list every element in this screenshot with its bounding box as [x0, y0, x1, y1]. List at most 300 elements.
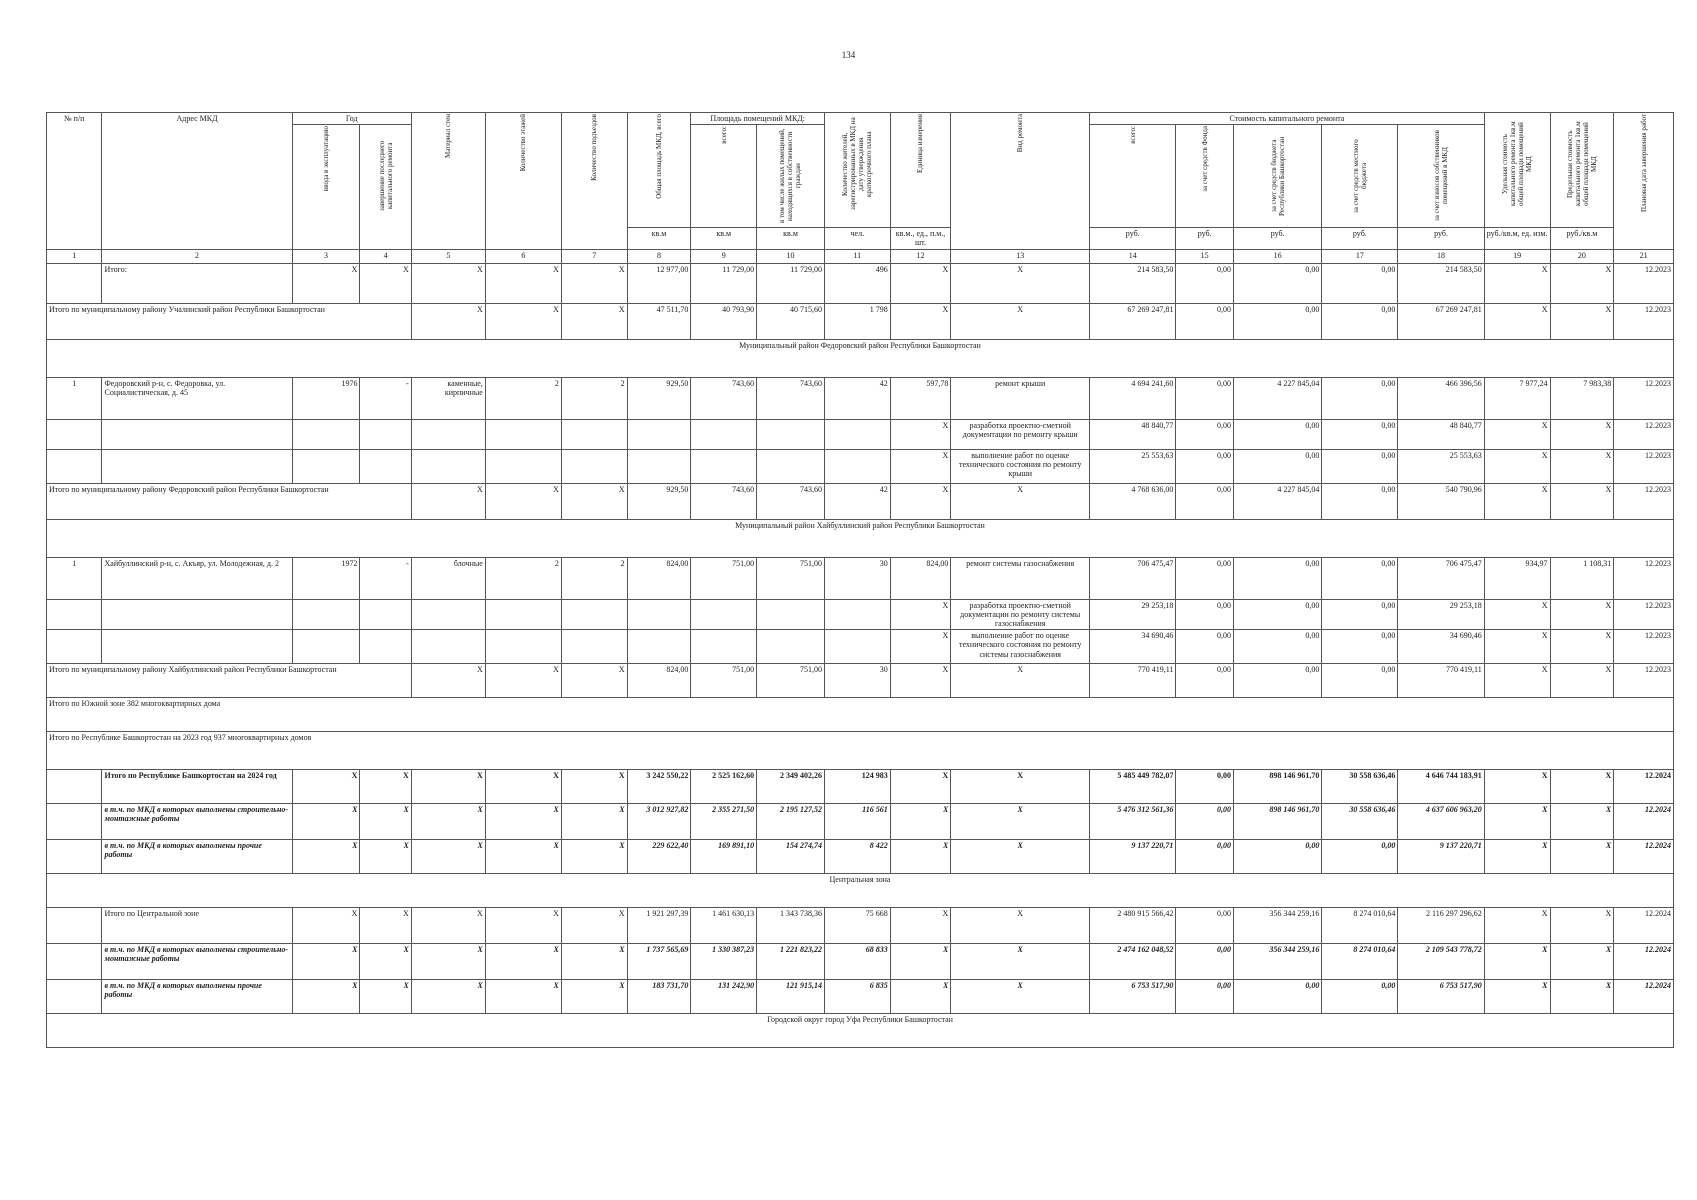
- table-cell: X: [890, 599, 951, 630]
- table-cell: 356 344 259,16: [1233, 944, 1321, 980]
- table-cell: 0,00: [1322, 419, 1398, 449]
- table-cell: X: [561, 303, 627, 339]
- table-cell: X: [292, 770, 360, 804]
- header-wall-material: Материал стен: [411, 113, 485, 250]
- table-cell: 214 583,50: [1398, 263, 1484, 303]
- empty-cell: [561, 419, 627, 449]
- column-number: 21: [1614, 249, 1674, 263]
- table-cell: 4 227 845,04: [1233, 377, 1321, 419]
- table-cell: 1 798: [824, 303, 890, 339]
- table-cell: X: [561, 483, 627, 519]
- table-cell: 0,00: [1233, 263, 1321, 303]
- table-cell: X: [890, 664, 951, 698]
- table-cell: 229 622,40: [627, 840, 691, 874]
- table-cell: 8 422: [824, 840, 890, 874]
- table-cell: X: [951, 483, 1090, 519]
- table-cell: 1 921 297,39: [627, 908, 691, 944]
- table-cell: 2: [485, 557, 561, 599]
- table-cell: X: [951, 263, 1090, 303]
- table-cell: Итого по Республике Башкортостан на 2024 год: [102, 770, 292, 804]
- empty-cell: [47, 263, 102, 303]
- empty-cell: [292, 419, 360, 449]
- table-cell: 7 983,38: [1550, 377, 1614, 419]
- table-cell: Хайбуллинский р-н, с. Акъяр, ул. Молодежная, д. 2: [102, 557, 292, 599]
- section-row: [47, 519, 1674, 557]
- unit-10: кв.м: [757, 228, 825, 249]
- empty-cell: [757, 599, 825, 630]
- table-cell: 1 343 738,36: [757, 908, 825, 944]
- table-cell: X: [1484, 263, 1550, 303]
- table-cell: 898 146 961,70: [1233, 804, 1321, 840]
- table-cell: X: [951, 944, 1090, 980]
- table-cell: 0,00: [1322, 980, 1398, 1014]
- table-cell: X: [485, 664, 561, 698]
- empty-cell: [757, 449, 825, 483]
- table-cell: 2 349 402,26: [757, 770, 825, 804]
- table-cell: X: [485, 804, 561, 840]
- header-cost-republic: за счет средств бюджета Республики Башкортостан: [1233, 125, 1321, 228]
- table-cell: 0,00: [1233, 449, 1321, 483]
- empty-cell: [627, 599, 691, 630]
- empty-cell: [47, 419, 102, 449]
- table-cell: 30: [824, 557, 890, 599]
- table-cell: 0,00: [1176, 377, 1234, 419]
- table-cell: 743,60: [757, 377, 825, 419]
- table-cell: Итого:: [102, 263, 292, 303]
- header-no: № п/п: [47, 113, 102, 250]
- table-row: [47, 599, 1674, 630]
- table-cell: X: [1550, 303, 1614, 339]
- table-cell: 2 195 127,52: [757, 804, 825, 840]
- empty-cell: [360, 419, 411, 449]
- table-cell: X: [1550, 770, 1614, 804]
- empty-cell: [47, 599, 102, 630]
- table-cell: X: [411, 770, 485, 804]
- table-cell: в т.ч. по МКД в которых выполнены прочие работы: [102, 980, 292, 1014]
- table-cell: X: [890, 419, 951, 449]
- empty-cell: [47, 840, 102, 874]
- header-area-all: всего:: [691, 125, 757, 228]
- table-cell: X: [561, 263, 627, 303]
- empty-cell: [360, 599, 411, 630]
- table-cell: X: [411, 303, 485, 339]
- header-unit: Единица измерения: [890, 113, 951, 228]
- column-number: 11: [824, 249, 890, 263]
- column-number: 13: [951, 249, 1090, 263]
- summary-row: [47, 732, 1674, 770]
- table-cell: X: [1550, 599, 1614, 630]
- table-cell: 154 274,74: [757, 840, 825, 874]
- table-cell: 1 330 387,23: [691, 944, 757, 980]
- table-cell: 12.2024: [1614, 770, 1674, 804]
- unit-8: кв.м: [627, 228, 691, 249]
- column-number: 6: [485, 249, 561, 263]
- table-cell: 12.2023: [1614, 303, 1674, 339]
- table-cell: 540 790,96: [1398, 483, 1484, 519]
- table-cell: 0,00: [1322, 630, 1398, 664]
- table-cell: X: [951, 770, 1090, 804]
- table-cell: X: [951, 804, 1090, 840]
- table-cell: 466 396,56: [1398, 377, 1484, 419]
- column-number: 12: [890, 249, 951, 263]
- header-cost-local: за счет средств местного бюджета: [1322, 125, 1398, 228]
- table-cell: X: [292, 804, 360, 840]
- table-cell: X: [1484, 303, 1550, 339]
- header-area-group: Площадь помещений МКД:: [691, 113, 825, 125]
- header-area-living: в том числе жилых помещений, находящихся в собственности граждан: [757, 125, 825, 228]
- column-number: 20: [1550, 249, 1614, 263]
- column-number: 8: [627, 249, 691, 263]
- table-cell: 12.2023: [1614, 557, 1674, 599]
- table-cell: 30: [824, 664, 890, 698]
- table-cell: 0,00: [1322, 263, 1398, 303]
- table-cell: 12.2023: [1614, 599, 1674, 630]
- table-cell: 6 753 517,90: [1398, 980, 1484, 1014]
- table-cell: 12.2024: [1614, 944, 1674, 980]
- empty-cell: [824, 419, 890, 449]
- table-cell: в т.ч. по МКД в которых выполнены строительно-монтажные работы: [102, 804, 292, 840]
- table-cell: Итого по муниципальному району Федоровский район Республики Башкортостан: [47, 483, 412, 519]
- empty-cell: [47, 908, 102, 944]
- empty-cell: [292, 599, 360, 630]
- header-year: Год: [292, 113, 411, 125]
- table-cell: 0,00: [1176, 770, 1234, 804]
- table-cell: X: [360, 840, 411, 874]
- table-cell: X: [1484, 630, 1550, 664]
- table-row: [47, 840, 1674, 874]
- table-cell: выполнение работ по оценке технического состояния по ремонту системы газоснабжения: [951, 630, 1090, 664]
- table-cell: 116 561: [824, 804, 890, 840]
- column-number: 18: [1398, 249, 1484, 263]
- table-cell: 824,00: [627, 557, 691, 599]
- table-cell: 1976: [292, 377, 360, 419]
- table-cell: 25 553,63: [1398, 449, 1484, 483]
- table-cell: 0,00: [1176, 599, 1234, 630]
- table-cell: X: [1484, 804, 1550, 840]
- empty-cell: [411, 630, 485, 664]
- table-cell: 4 227 845,04: [1233, 483, 1321, 519]
- table-cell: X: [561, 908, 627, 944]
- table-cell: 5 485 449 782,07: [1090, 770, 1176, 804]
- table-cell: Итого по муниципальному району Хайбуллинский район Республики Башкортостан: [47, 664, 412, 698]
- table-cell: 751,00: [691, 664, 757, 698]
- header-cost-owners: за счет взносов собственников помещений в МКД: [1398, 125, 1484, 228]
- table-cell: X: [411, 840, 485, 874]
- empty-cell: [691, 449, 757, 483]
- empty-cell: [102, 449, 292, 483]
- empty-cell: [411, 419, 485, 449]
- table-cell: X: [1550, 908, 1614, 944]
- table-cell: 0,00: [1176, 840, 1234, 874]
- table-cell: 751,00: [691, 557, 757, 599]
- table-cell: блочные: [411, 557, 485, 599]
- table-cell: 2 109 543 778,72: [1398, 944, 1484, 980]
- page-number: 134: [841, 50, 856, 60]
- table-cell: 7 977,24: [1484, 377, 1550, 419]
- table-cell: 1972: [292, 557, 360, 599]
- table-cell: 597,78: [890, 377, 951, 419]
- empty-cell: [292, 630, 360, 664]
- table-cell: 214 583,50: [1090, 263, 1176, 303]
- table-cell: 0,00: [1176, 944, 1234, 980]
- table-cell: X: [1550, 804, 1614, 840]
- column-number: 4: [360, 249, 411, 263]
- header-cost-fund: за счет средств Фонда: [1176, 125, 1234, 228]
- column-number: 19: [1484, 249, 1550, 263]
- empty-cell: [627, 419, 691, 449]
- empty-cell: [485, 449, 561, 483]
- unit-19: руб./кв.м, ед. изм.: [1484, 228, 1550, 249]
- empty-cell: [102, 599, 292, 630]
- table-cell: 0,00: [1233, 419, 1321, 449]
- table-cell: X: [1550, 483, 1614, 519]
- table-cell: 0,00: [1176, 804, 1234, 840]
- table-row: [47, 664, 1674, 698]
- table-cell: X: [890, 908, 951, 944]
- table-cell: 1 737 565,69: [627, 944, 691, 980]
- header-entrances: Количество подъездов: [561, 113, 627, 250]
- table-cell: 11 729,00: [757, 263, 825, 303]
- table-cell: 356 344 259,16: [1233, 908, 1321, 944]
- column-number: 16: [1233, 249, 1321, 263]
- table-cell: X: [890, 263, 951, 303]
- table-cell: 6 835: [824, 980, 890, 1014]
- table-cell: 743,60: [691, 377, 757, 419]
- header-address: Адрес МКД: [102, 113, 292, 250]
- table-cell: -: [360, 557, 411, 599]
- table-cell: 42: [824, 483, 890, 519]
- table-cell: 706 475,47: [1398, 557, 1484, 599]
- table-cell: 48 840,77: [1398, 419, 1484, 449]
- table-cell: 4 637 606 963,20: [1398, 804, 1484, 840]
- table-cell: X: [485, 263, 561, 303]
- table-cell: X: [411, 944, 485, 980]
- table-cell: 929,50: [627, 377, 691, 419]
- table-cell: X: [411, 664, 485, 698]
- empty-cell: [691, 599, 757, 630]
- table-cell: 1 461 630,13: [691, 908, 757, 944]
- table-cell: 12.2023: [1614, 483, 1674, 519]
- table-cell: X: [1484, 908, 1550, 944]
- table-cell: 25 553,63: [1090, 449, 1176, 483]
- table-row: [47, 980, 1674, 1014]
- table-cell: X: [951, 980, 1090, 1014]
- header-residents: Количество жителей, зарегистрированных в МКД на дату утверждения краткосрочного плана: [824, 113, 890, 228]
- table-cell: 12.2023: [1614, 664, 1674, 698]
- table-cell: 12.2024: [1614, 908, 1674, 944]
- table-cell: X: [1484, 419, 1550, 449]
- table-cell: 47 511,70: [627, 303, 691, 339]
- section-row: [47, 339, 1674, 377]
- table-cell: X: [411, 263, 485, 303]
- table-cell: X: [292, 263, 360, 303]
- table-row: [47, 557, 1674, 599]
- table-cell: 0,00: [1176, 449, 1234, 483]
- table-cell: 0,00: [1322, 840, 1398, 874]
- republic-2023-total: Итого по Республике Башкортостан на 2023 год 937 многоквартирных домов: [47, 732, 1674, 770]
- table-cell: 34 690,46: [1090, 630, 1176, 664]
- table-cell: 1: [47, 557, 102, 599]
- column-numbers-row: [47, 249, 1674, 263]
- table-cell: 898 146 961,70: [1233, 770, 1321, 804]
- table-cell: X: [1550, 449, 1614, 483]
- table-cell: 706 475,47: [1090, 557, 1176, 599]
- table-cell: ремонт крыши: [951, 377, 1090, 419]
- table-cell: 131 242,90: [691, 980, 757, 1014]
- empty-cell: [485, 599, 561, 630]
- table-cell: 0,00: [1176, 483, 1234, 519]
- table-cell: 169 891,10: [691, 840, 757, 874]
- table-cell: ремонт системы газоснабжения: [951, 557, 1090, 599]
- unit-14: руб.: [1090, 228, 1176, 249]
- table-cell: 1: [47, 377, 102, 419]
- column-number: 1: [47, 249, 102, 263]
- table-cell: 29 253,18: [1090, 599, 1176, 630]
- empty-cell: [824, 449, 890, 483]
- table-cell: 0,00: [1322, 557, 1398, 599]
- empty-cell: [824, 630, 890, 664]
- table-cell: X: [890, 770, 951, 804]
- table-cell: 2: [561, 377, 627, 419]
- header-unit-cost: Удельная стоимость капитального ремонта 1кв.м общей площади помещений МКД: [1484, 113, 1550, 228]
- table-cell: -: [360, 377, 411, 419]
- table-cell: 2 525 162,60: [691, 770, 757, 804]
- table-row: [47, 770, 1674, 804]
- table-cell: 0,00: [1233, 664, 1321, 698]
- table-cell: X: [360, 804, 411, 840]
- table-cell: 743,60: [691, 483, 757, 519]
- table-cell: 0,00: [1233, 557, 1321, 599]
- table-cell: X: [890, 980, 951, 1014]
- section-title: Муниципальный район Федоровский район Республики Башкортостан: [47, 339, 1674, 377]
- table-cell: 12 977,00: [627, 263, 691, 303]
- table-cell: X: [411, 908, 485, 944]
- column-number: 17: [1322, 249, 1398, 263]
- table-cell: 824,00: [890, 557, 951, 599]
- empty-cell: [47, 630, 102, 664]
- table-cell: X: [1550, 664, 1614, 698]
- table-cell: 743,60: [757, 483, 825, 519]
- table-cell: 0,00: [1233, 840, 1321, 874]
- header-max-cost: Предельная стоимость капитального ремонта 1кв.м общей площади помещений МКД: [1550, 113, 1614, 228]
- table-cell: Итого по муниципальному району Учалинский район Республики Башкортостан: [47, 303, 412, 339]
- table-cell: 2 474 162 048,52: [1090, 944, 1176, 980]
- table-cell: 42: [824, 377, 890, 419]
- empty-cell: [627, 630, 691, 664]
- table-row: [47, 483, 1674, 519]
- table-cell: X: [1484, 840, 1550, 874]
- table-cell: 121 915,14: [757, 980, 825, 1014]
- table-cell: 0,00: [1176, 557, 1234, 599]
- table-cell: 67 269 247,81: [1090, 303, 1176, 339]
- table-cell: X: [292, 908, 360, 944]
- table-cell: 2: [485, 377, 561, 419]
- table-cell: X: [561, 804, 627, 840]
- section-title: Муниципальный район Хайбуллинский район Республики Башкортостан: [47, 519, 1674, 557]
- table-cell: 0,00: [1176, 303, 1234, 339]
- table-cell: 0,00: [1176, 263, 1234, 303]
- table-cell: X: [1550, 980, 1614, 1014]
- table-cell: X: [890, 630, 951, 664]
- table-cell: 0,00: [1233, 303, 1321, 339]
- unit-12: кв.м., ед., п.м., шт.: [890, 228, 951, 249]
- section-title: Центральная зона: [47, 874, 1674, 908]
- empty-cell: [360, 630, 411, 664]
- table-cell: 9 137 220,71: [1090, 840, 1176, 874]
- table-cell: 68 833: [824, 944, 890, 980]
- table-cell: X: [292, 980, 360, 1014]
- table-cell: X: [1484, 770, 1550, 804]
- column-number: 3: [292, 249, 360, 263]
- table-cell: X: [1484, 599, 1550, 630]
- table-cell: 9 137 220,71: [1398, 840, 1484, 874]
- table-cell: Итого по Центральной зоне: [102, 908, 292, 944]
- table-row: [47, 630, 1674, 664]
- table-cell: разработка проектно-сметной документации по ремонту крыши: [951, 419, 1090, 449]
- table-cell: X: [1484, 980, 1550, 1014]
- table-cell: X: [411, 804, 485, 840]
- column-number: 10: [757, 249, 825, 263]
- table-row: [47, 419, 1674, 449]
- table-cell: 2 355 271,50: [691, 804, 757, 840]
- table-cell: 11 729,00: [691, 263, 757, 303]
- table-cell: 30 558 636,46: [1322, 804, 1398, 840]
- table-cell: 12.2023: [1614, 449, 1674, 483]
- column-number: 2: [102, 249, 292, 263]
- table-cell: 2 116 297 296,62: [1398, 908, 1484, 944]
- table-cell: X: [1550, 419, 1614, 449]
- table-cell: 824,00: [627, 664, 691, 698]
- table-cell: X: [485, 483, 561, 519]
- empty-cell: [561, 630, 627, 664]
- empty-cell: [561, 449, 627, 483]
- table-cell: 2: [561, 557, 627, 599]
- table-cell: 40 715,60: [757, 303, 825, 339]
- table-cell: 0,00: [1322, 449, 1398, 483]
- table-cell: 770 419,11: [1398, 664, 1484, 698]
- table-cell: X: [561, 664, 627, 698]
- header-commission: ввода в эксплуатацию: [292, 125, 360, 249]
- table-cell: 1 108,31: [1550, 557, 1614, 599]
- empty-cell: [485, 419, 561, 449]
- table-cell: X: [890, 840, 951, 874]
- table-cell: 3 242 550,22: [627, 770, 691, 804]
- table-cell: X: [561, 944, 627, 980]
- empty-cell: [360, 449, 411, 483]
- table-cell: X: [360, 908, 411, 944]
- table-cell: X: [951, 664, 1090, 698]
- unit-16: руб.: [1233, 228, 1321, 249]
- empty-cell: [691, 419, 757, 449]
- table-cell: X: [360, 263, 411, 303]
- table-cell: в т.ч. по МКД в которых выполнены прочие работы: [102, 840, 292, 874]
- table-cell: 12.2023: [1614, 419, 1674, 449]
- table-row: [47, 944, 1674, 980]
- table-cell: X: [1484, 483, 1550, 519]
- table-cell: X: [1484, 449, 1550, 483]
- table-cell: 2 480 915 566,42: [1090, 908, 1176, 944]
- table-cell: X: [360, 944, 411, 980]
- table-cell: 75 668: [824, 908, 890, 944]
- empty-cell: [561, 599, 627, 630]
- header-total-area: Общая площадь МКД, всего: [627, 113, 691, 228]
- table-cell: X: [951, 840, 1090, 874]
- column-number: 14: [1090, 249, 1176, 263]
- table-cell: X: [951, 303, 1090, 339]
- table-cell: 8 274 010,64: [1322, 908, 1398, 944]
- table-cell: 8 274 010,64: [1322, 944, 1398, 980]
- table-cell: X: [485, 944, 561, 980]
